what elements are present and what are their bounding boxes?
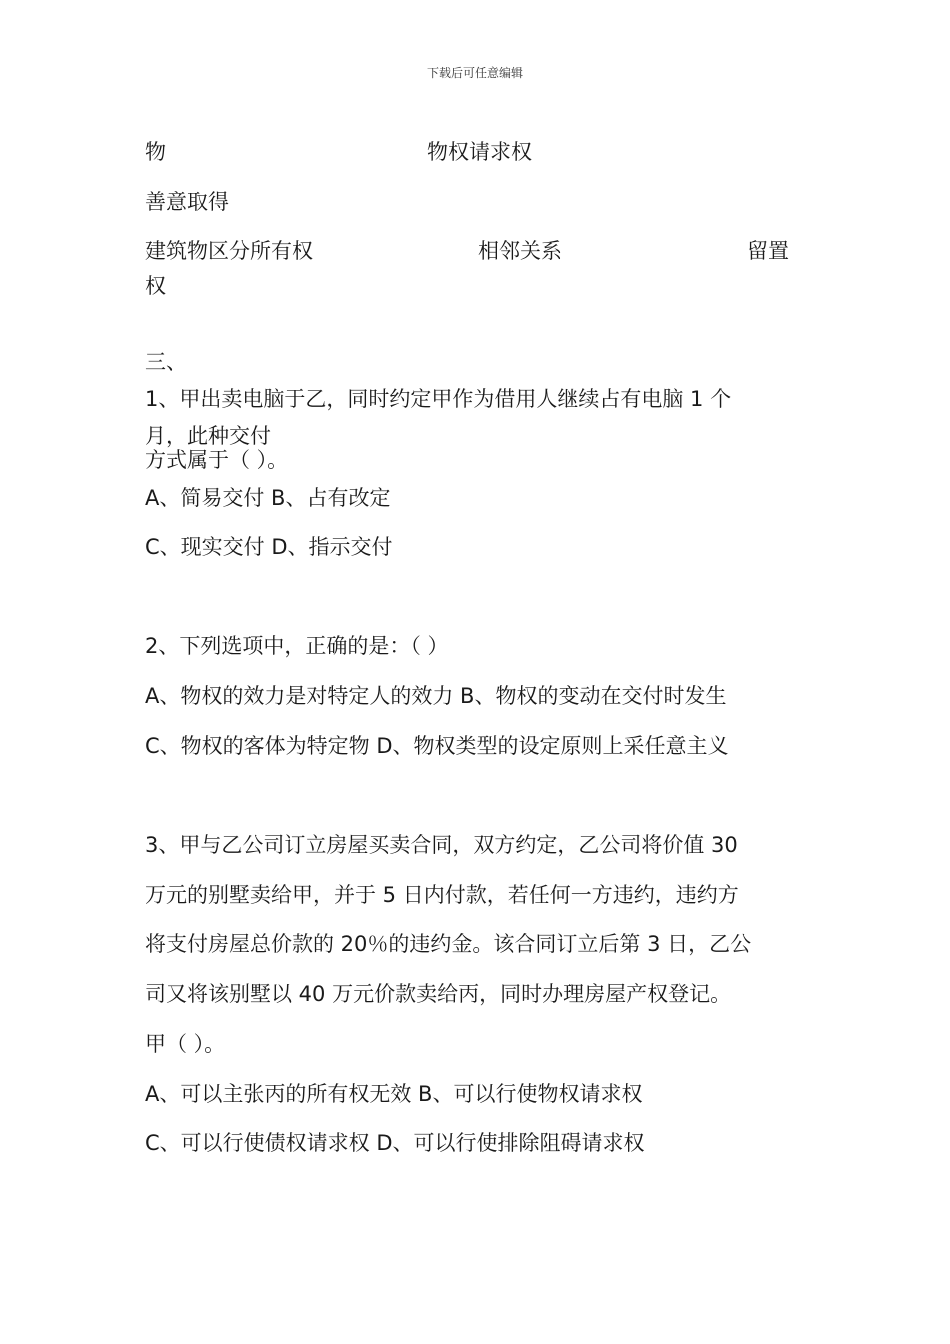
term-neighbor-relation: 相邻关系 [478, 239, 562, 263]
q3-options-line2: C、可以行使债权请求权 D、可以行使排除阻碍请求权 [145, 1131, 645, 1155]
q3-stem-line3: 将支付房屋总价款的 20％的违约金。该合同订立后第 3 日，乙公 [145, 932, 752, 956]
q3-stem-line4: 司又将该别墅以 40 万元价款卖给丙，同时办理房屋产权登记。 [145, 982, 732, 1006]
term-claim-right: 物权请求权 [427, 140, 532, 164]
q2-options-line1: A、物权的效力是对特定人的效力 B、物权的变动在交付时发生 [145, 684, 727, 708]
q1-stem-line3: 方式属于（ ）。 [145, 448, 289, 472]
term-building-ownership: 建筑物区分所有权 [145, 239, 313, 263]
page-header-note: 下载后可任意编辑 [426, 66, 523, 80]
q1-stem-line1: 1、甲出卖电脑于乙，同时约定甲作为借用人继续占有电脑 1 个 [145, 387, 732, 411]
term-wu: 物 [145, 140, 166, 164]
term-lien-wrap: 权 [145, 274, 166, 298]
q2-stem: 2、下列选项中，正确的是：（ ） [145, 634, 449, 658]
section-label: 三、 [145, 350, 187, 374]
q3-stem-line5: 甲（ ）。 [145, 1032, 226, 1056]
q1-options-line2: C、现实交付 D、指示交付 [145, 535, 393, 559]
q1-options-line1: A、简易交付 B、占有改定 [145, 486, 391, 510]
term-good-faith: 善意取得 [145, 190, 229, 214]
q1-stem-line2: 月，此种交付 [145, 424, 271, 448]
q2-options-line2: C、物权的客体为特定物 D、物权类型的设定原则上采任意主义 [145, 734, 729, 758]
q3-stem-line2: 万元的别墅卖给甲，并于 5 日内付款，若任何一方违约，违约方 [145, 883, 739, 907]
term-lien: 留置 [747, 239, 789, 263]
q3-stem-line1: 3、甲与乙公司订立房屋买卖合同，双方约定，乙公司将价值 30 [145, 833, 738, 857]
q3-options-line1: A、可以主张丙的所有权无效 B、可以行使物权请求权 [145, 1082, 643, 1106]
